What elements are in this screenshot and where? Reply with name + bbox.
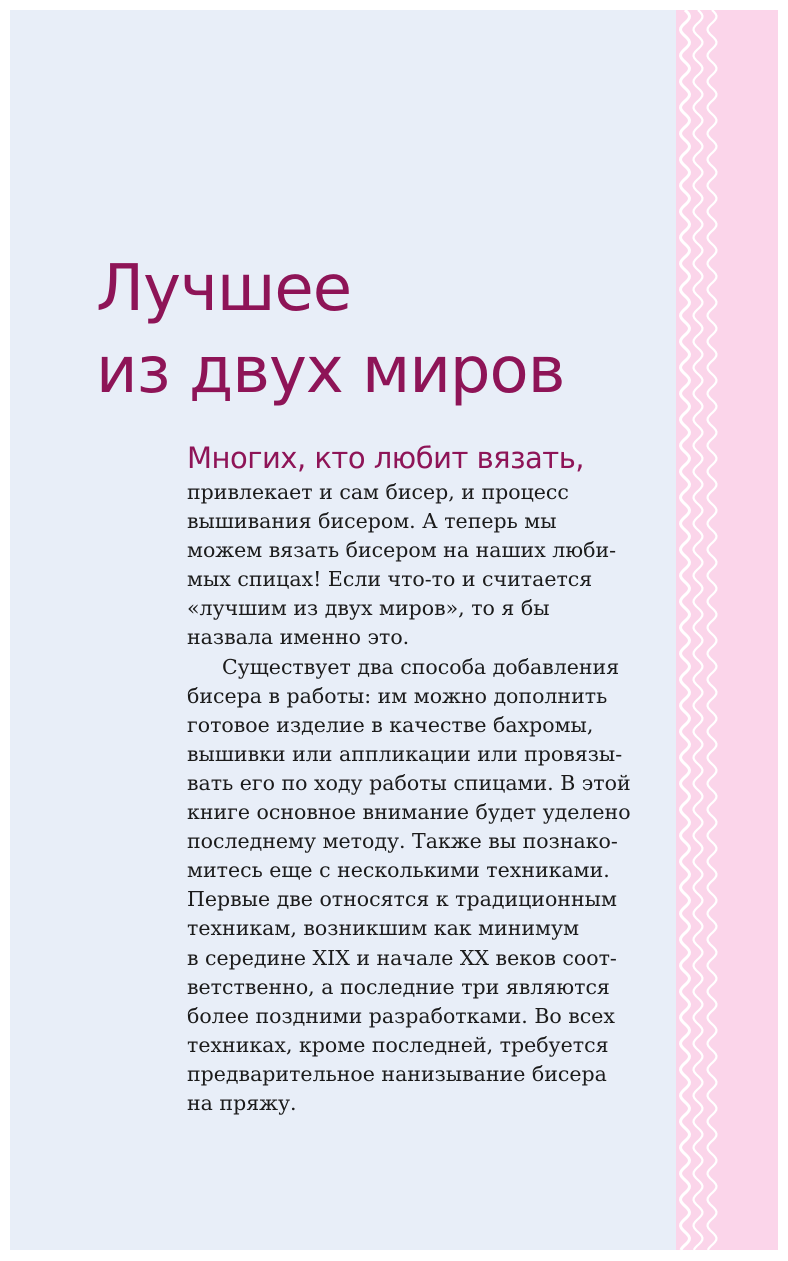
body-line: предварительное нанизывание бисера: [187, 1061, 607, 1086]
chapter-title-line-2: из двух миров: [96, 334, 565, 408]
body-line: книге основное внимание будет уделено: [187, 800, 631, 825]
body-line: техниках, кроме последней, требуется: [187, 1032, 609, 1057]
wavy-line: [708, 10, 717, 1250]
body-line: техникам, возникшим как минимум: [187, 916, 580, 941]
body-line: назвала именно это.: [187, 625, 410, 650]
body-line: мых спицах! Если что-то и считается: [187, 567, 593, 592]
body-text: [187, 478, 631, 1118]
body-line: более поздними разработками. Во всех: [187, 1003, 615, 1028]
body-line: привлекает и сам бисер, и процесс: [187, 480, 569, 504]
body-line: вать его по ходу работы спицами. В этой: [187, 770, 631, 795]
body-line: в середине XIX и начале XX веков соот-: [187, 945, 617, 970]
body-line: последнему методу. Также вы познако-: [187, 829, 618, 854]
lead-in-phrase: Многих, кто любит вязать,: [187, 441, 584, 475]
body-line: бисера в работы: им можно дополнить: [187, 683, 608, 708]
wavy-line: [694, 10, 703, 1250]
body-line: вышивания бисером. А теперь мы: [187, 509, 557, 534]
body-line: вышивки или аппликации или провязы-: [187, 741, 623, 766]
body-line: на пряжу.: [187, 1090, 297, 1115]
wavy-border-decoration: [676, 10, 736, 1250]
body-line: ветственно, а последние три являются: [187, 974, 610, 999]
chapter-title-line-1: Лучшее: [96, 252, 352, 326]
body-line: митесь еще с несколькими техниками.: [187, 858, 610, 883]
body-line: Первые две относятся к традиционным: [187, 887, 617, 912]
body-line: Существует два способа добавления: [222, 654, 620, 679]
wavy-line: [681, 10, 690, 1250]
chapter-title: [96, 248, 564, 412]
body-line: готовое изделие в качестве бахромы,: [187, 712, 594, 737]
body-line: «лучшим из двух миров», то я бы: [187, 596, 550, 621]
body-line: можем вязать бисером на наших люби-: [187, 538, 617, 563]
